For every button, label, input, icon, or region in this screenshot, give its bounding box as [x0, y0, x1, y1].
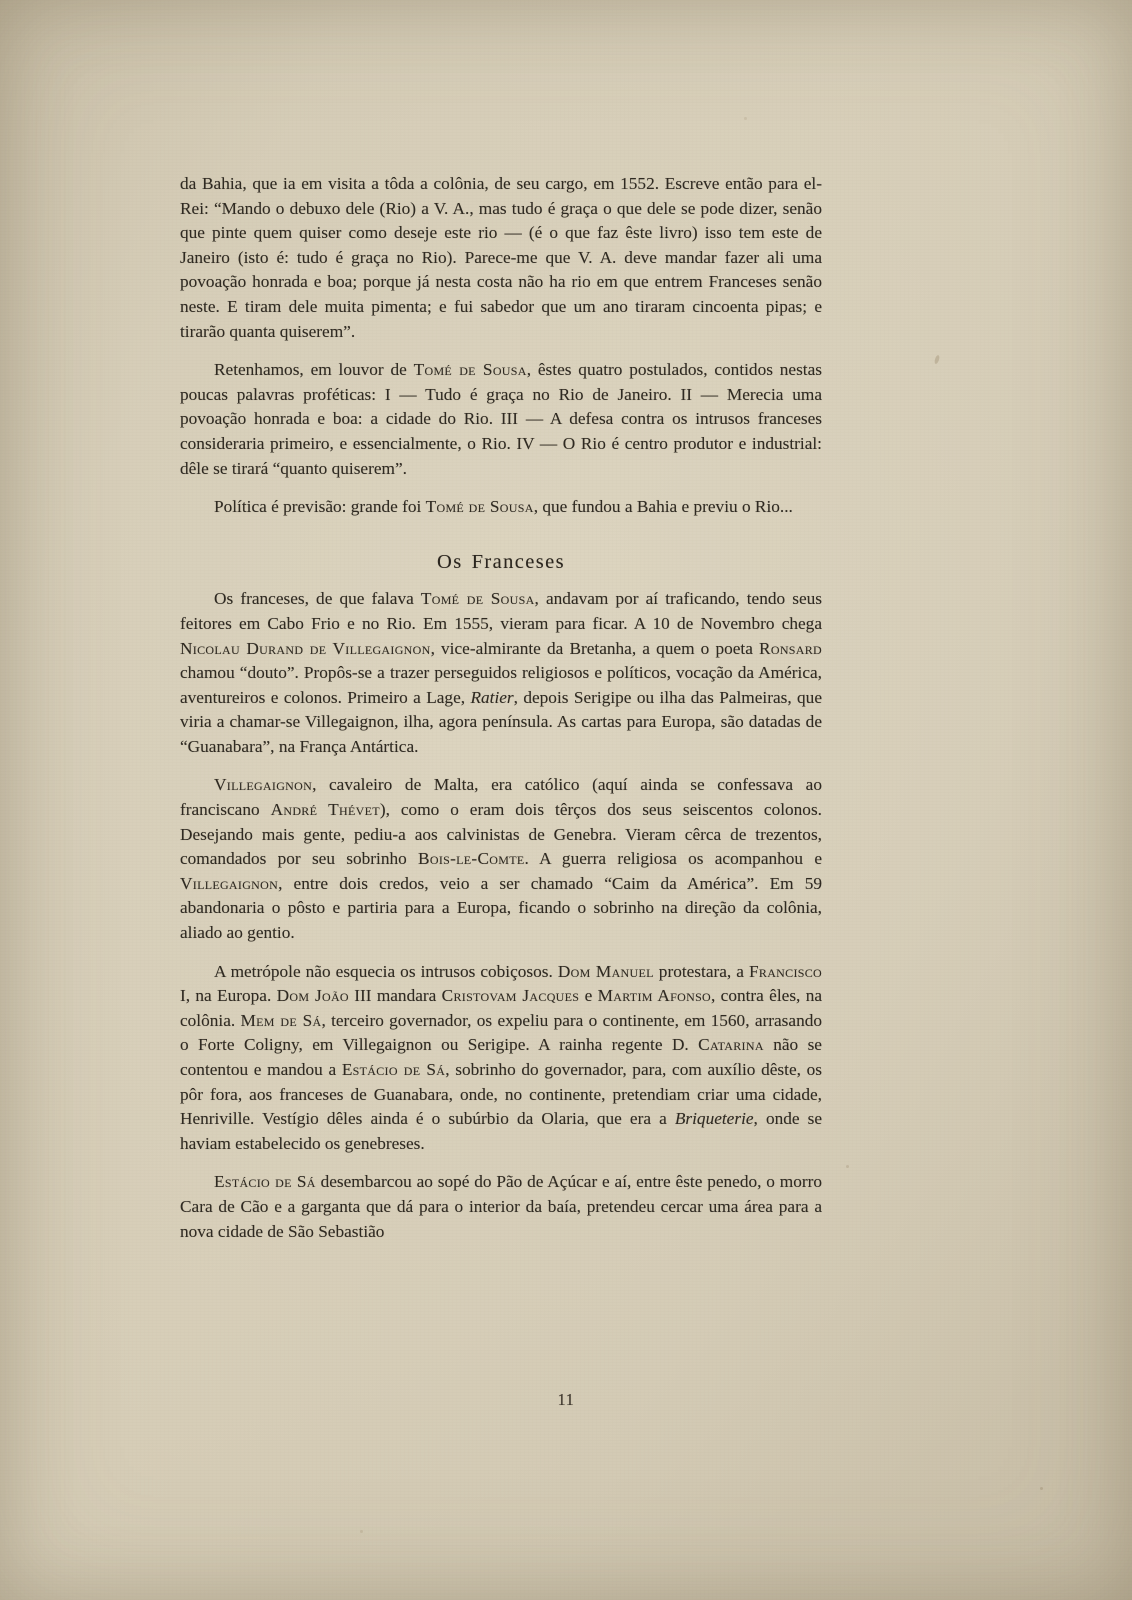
- text-run: protestara, a: [653, 961, 749, 981]
- paragraph-p5-villegaignon: [180, 773, 822, 945]
- paragraph-p1-continuation: [180, 172, 822, 344]
- small-caps-name: Estácio de Sá: [214, 1172, 316, 1192]
- text-run: Política é previsão: grande foi: [214, 497, 426, 517]
- text-run: A metrópole não esquecia os intrusos cobiçosos.: [214, 961, 558, 981]
- text-run: , terceiro governador, os expeliu para o continente, em 1560, arrasando o Forte Coligny, em Villegaignon ou Serigipe. A rainha regente D.: [180, 1010, 822, 1055]
- paragraph-p6-metropole: [180, 960, 822, 1157]
- paragraph-p2-postulados: [180, 358, 822, 481]
- paper-speck: [744, 117, 747, 120]
- text-run: . A guerra religiosa os acompanhou e: [524, 849, 822, 869]
- text-run: , êstes quatro postulados, contidos nestas poucas palavras proféticas: I — Tudo é graça no Rio de Janeiro. II — Merecia uma povoação honrada e boa: a cidade do Rio. III — A defesa contra os intrusos franceses consideraria primeiro, e essencialmente, o Rio. IV — O Rio é centro produtor e industrial: dêle se tirará “quanto quiserem”.: [180, 360, 822, 478]
- small-caps-name: Villegaignon: [214, 775, 313, 795]
- section-heading-word: Franceses: [471, 550, 566, 573]
- paper-speck: [1040, 1487, 1043, 1490]
- text-run: ), como o eram dois têrços dos seus seiscentos colonos. Desejando mais gente, pediu-a aos calvinistas de Genebra. Vieram cêrca de trezentos, comandados por seu sobrinho: [180, 800, 822, 869]
- text-run: não se contentou e mandou a: [180, 1035, 822, 1079]
- text-run: chamou “douto”. Propôs-se a trazer perseguidos religiosos e políticos, vocação da América, aventureiros e colonos. Primeiro a Lage,: [180, 663, 822, 707]
- paragraph-p3-politica: [180, 495, 822, 520]
- section-heading-word: Os: [436, 550, 463, 573]
- italic-term: Briqueterie: [674, 1109, 754, 1129]
- small-caps-name: Villegaignon: [180, 873, 279, 893]
- text-run: , vice-almirante da Bretanha, a quem o poeta: [430, 638, 760, 658]
- text-run: e: [579, 986, 598, 1006]
- text-run: , cavaleiro de Malta, era católico (aquí ainda se confessava ao franciscano: [180, 775, 822, 820]
- paper-speck: [360, 1530, 363, 1533]
- small-caps-name: Tomé de Sousa: [413, 360, 527, 380]
- text-run: , contra êles, na colônia.: [180, 986, 823, 1030]
- italic-term: Ratier: [470, 687, 514, 707]
- paper-speck: [934, 355, 941, 365]
- small-caps-name: Francisco: [749, 961, 822, 981]
- page-number: 11: [557, 1390, 575, 1409]
- small-caps-name: Nicolau Durand de Villegaignon: [180, 638, 431, 658]
- small-caps-name: Dom João: [276, 986, 349, 1006]
- paper-speck: [846, 1165, 849, 1168]
- text-run: , entre dois credos, veio a ser chamado “Caim da América”. Em 59 abandonaria o pôsto e partiria para a Europa, ficando o sobrinho na direção da colônia, aliado ao gentio.: [180, 873, 822, 943]
- small-caps-name: Dom Manuel: [557, 961, 654, 981]
- small-caps-name: Tomé de Sousa: [425, 497, 534, 517]
- small-caps-name: Bois-le-Comte: [418, 849, 525, 869]
- text-run: , onde se haviam estabelecido os genebreses.: [180, 1109, 822, 1153]
- small-caps-name: Mem de Sá: [240, 1010, 322, 1030]
- text-run: I, na Europa.: [180, 986, 277, 1006]
- text-run: Os franceses, de que falava: [214, 589, 421, 609]
- small-caps-name: Ronsard: [759, 638, 822, 658]
- text-run: , andavam por aí traficando, tendo seus feitores em Cabo Frio e no Rio. Em 1555, vieram para ficar. A 10 de Novembro chega: [180, 589, 822, 633]
- paragraph-p7-estacio: [180, 1170, 822, 1244]
- text-run: Retenhamos, em louvor de: [214, 360, 414, 380]
- paragraph-p4-os-franceses: [180, 587, 822, 759]
- text-run: da Bahia, que ia em visita a tôda a colônia, de seu cargo, em 1552. Escreve então para el-Rei: “Mando o debuxo dele (Rio) a V. A., mas tudo é graça o que dele se pode dizer, senão que pinte quem quiser como deseje este rio — (é o que faz êste livro) isso tem este de Janeiro (isto é: tudo é graça no Rio). Parece-me que V. A. deve mandar fazer ali uma povoação honrada e boa; porque já nesta costa não ha rio em que entrem Franceses senão neste. E tiram dele muita pimenta; e fui sabedor que um ano tiraram cincoenta pipas; e tirarão quanta quiserem”.: [180, 174, 822, 341]
- text-run: , depois Serigipe ou ilha das Palmeiras, que viria a chamar-se Villegaignon, ilha, agora península. As cartas para Europa, são datadas de “Guanabara”, na França Antártica.: [180, 687, 822, 756]
- text-run: , que fundou a Bahia e previu o Rio...: [533, 497, 793, 517]
- small-caps-name: Martim Afonso: [597, 986, 712, 1006]
- text-run: , sobrinho do governador, para, com auxílio dêste, os pôr fora, aos franceses de Guanabara, onde, no continente, pretendiam criar uma cidade, Henriville. Vestígio dêles ainda é o subúrbio da Olaria, que era a: [180, 1060, 822, 1129]
- page-text-block: [180, 172, 822, 1244]
- small-caps-name: Tomé de Sousa: [420, 589, 535, 609]
- small-caps-name: Catarina: [698, 1035, 764, 1055]
- small-caps-name: André Thévet: [270, 800, 380, 820]
- small-caps-name: Estácio de Sá: [341, 1060, 446, 1079]
- text-run: desembarcou ao sopé do Pão de Açúcar e aí, entre êste penedo, o morro Cara de Cão e a garganta que dá para o interior da baía, pretendeu cercar uma área para a nova cidade de São Sebastião: [180, 1172, 823, 1241]
- text-run: III mandara: [348, 986, 442, 1006]
- small-caps-name: Cristovam Jacques: [441, 986, 580, 1006]
- section-heading: [180, 550, 822, 575]
